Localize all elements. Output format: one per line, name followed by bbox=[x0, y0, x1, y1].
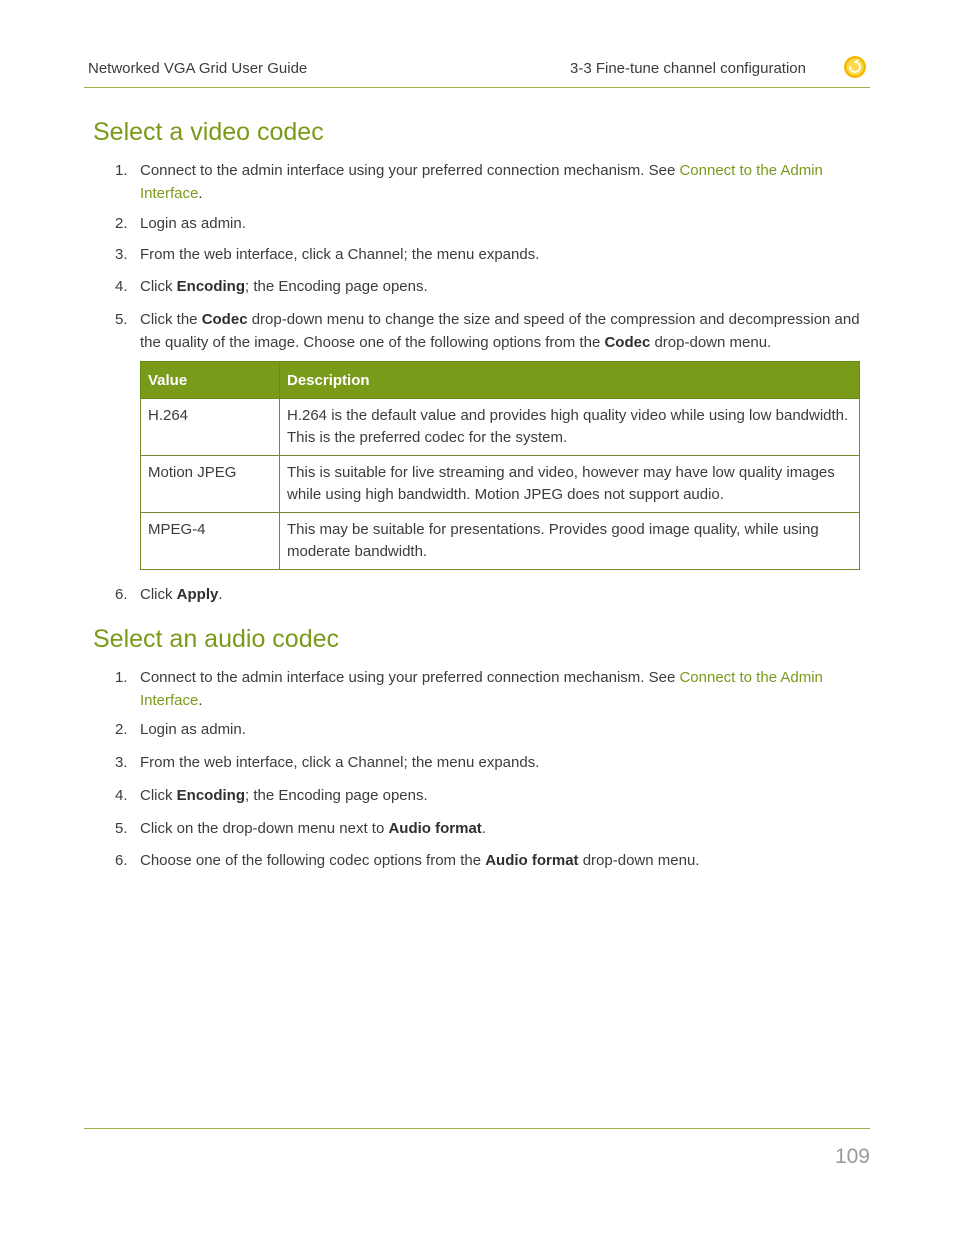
step-text-end: drop-down menu. bbox=[578, 852, 700, 869]
codec-value: Motion JPEG bbox=[141, 456, 280, 513]
header-divider bbox=[84, 87, 870, 88]
video-step-5 bbox=[115, 309, 860, 354]
table-row bbox=[141, 513, 860, 570]
step-number: 3. bbox=[115, 246, 128, 263]
step-text-end: . bbox=[198, 691, 203, 709]
step-text-end: ; the Encoding page opens. bbox=[245, 787, 428, 804]
step-number: 6. bbox=[115, 586, 128, 603]
audio-step-4 bbox=[115, 785, 860, 808]
video-codec-heading: Select a video codec bbox=[93, 118, 324, 146]
step-text: Login as admin. bbox=[140, 721, 246, 738]
audio-step-2 bbox=[115, 719, 860, 742]
step-number: 1. bbox=[115, 162, 128, 179]
audio-format-label: Audio format bbox=[388, 820, 482, 837]
step-text: Connect to the admin interface using your preferred connection mechanism. See bbox=[140, 162, 680, 179]
audio-format-label: Audio format bbox=[485, 852, 579, 869]
step-text: Click bbox=[140, 787, 177, 804]
guide-title: Networked VGA Grid User Guide bbox=[88, 60, 308, 77]
step-text-end: drop-down menu. bbox=[650, 333, 772, 351]
step-text: From the web interface, click a Channel; the menu expands. bbox=[140, 246, 540, 263]
table-row bbox=[141, 399, 860, 456]
step-text: Click bbox=[140, 278, 177, 295]
step-text: Click on the drop-down menu next to bbox=[140, 820, 389, 837]
step-number: 4. bbox=[115, 278, 128, 295]
step-text-mid: drop-down menu to change the size and speed of the compression and decompression and the quality of the image. Choose one of the following options from the bbox=[140, 311, 860, 351]
step-number: 2. bbox=[115, 721, 128, 738]
step-text: From the web interface, click a Channel; the menu expands. bbox=[140, 754, 540, 771]
sun-logo-icon bbox=[843, 55, 867, 79]
value-column-header: Value bbox=[141, 362, 280, 399]
encoding-label: Encoding bbox=[176, 278, 245, 295]
step-number: 6. bbox=[115, 852, 128, 869]
codec-label: Codec bbox=[201, 311, 248, 328]
step-number: 3. bbox=[115, 754, 128, 771]
video-step-3 bbox=[115, 244, 860, 267]
step-number: 5. bbox=[115, 820, 128, 837]
codec-description: This may be suitable for presentations. Provides good image quality, while using moderate bandwidth. bbox=[280, 513, 860, 570]
step-text: Click the bbox=[140, 311, 202, 328]
step-number: 4. bbox=[115, 787, 128, 804]
footer-divider bbox=[84, 1128, 870, 1129]
video-step-4 bbox=[115, 276, 860, 299]
connect-admin-link[interactable]: Connect to the Admin Interface bbox=[140, 669, 823, 709]
step-number: 5. bbox=[115, 311, 128, 328]
codec-description: This is suitable for live streaming and video, however may have low quality images while using high bandwidth. Motion JPEG does not support audio. bbox=[280, 456, 860, 513]
step-text: Click bbox=[140, 586, 177, 603]
video-step-2 bbox=[115, 213, 860, 236]
step-text-end: . bbox=[481, 820, 486, 837]
encoding-label: Encoding bbox=[176, 787, 245, 804]
table-row bbox=[141, 456, 860, 513]
apply-label: Apply bbox=[176, 586, 219, 603]
step-text-end: . bbox=[198, 184, 203, 202]
codec-options-table bbox=[140, 361, 860, 570]
codec-value: MPEG-4 bbox=[141, 513, 280, 570]
codec-label: Codec bbox=[604, 333, 651, 351]
audio-step-1 bbox=[115, 667, 860, 712]
step-number: 2. bbox=[115, 215, 128, 232]
codec-value: H.264 bbox=[141, 399, 280, 456]
step-text: Connect to the admin interface using your preferred connection mechanism. See bbox=[140, 669, 680, 686]
audio-step-6 bbox=[115, 850, 860, 873]
audio-step-3 bbox=[115, 752, 860, 775]
description-column-header: Description bbox=[280, 362, 860, 399]
audio-step-5 bbox=[115, 818, 860, 841]
connect-admin-link[interactable]: Connect to the Admin Interface bbox=[140, 162, 823, 202]
step-text: Choose one of the following codec options from the bbox=[140, 852, 486, 869]
audio-codec-heading: Select an audio codec bbox=[93, 625, 340, 653]
page-number: 109 bbox=[834, 1145, 870, 1168]
step-text-end: . bbox=[218, 586, 223, 603]
table-header-row bbox=[141, 362, 860, 399]
codec-description: H.264 is the default value and provides high quality video while using low bandwidth. This is the preferred codec for the system. bbox=[280, 399, 860, 456]
video-step-1 bbox=[115, 160, 860, 205]
step-number: 1. bbox=[115, 669, 128, 686]
video-step-6 bbox=[115, 584, 860, 607]
step-text-end: ; the Encoding page opens. bbox=[245, 278, 428, 295]
step-text: Login as admin. bbox=[140, 215, 246, 232]
section-title: 3-3 Fine-tune channel configuration bbox=[570, 60, 806, 77]
